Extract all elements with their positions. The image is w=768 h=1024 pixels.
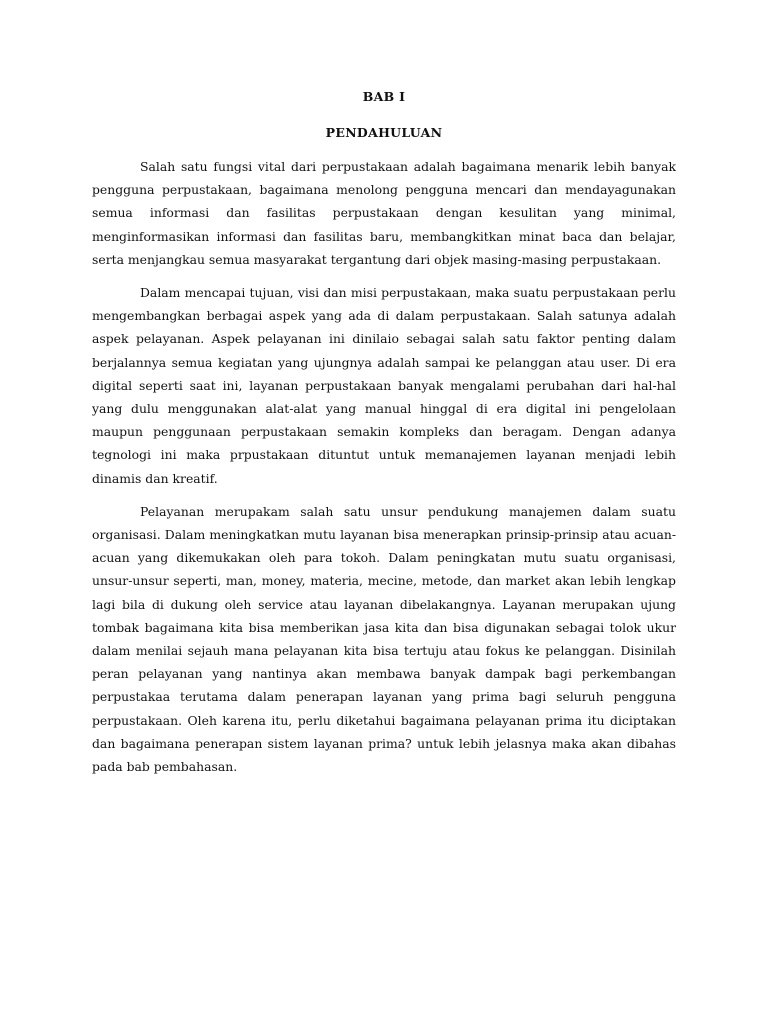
paragraph-3: Pelayanan merupakam salah satu unsur pendukung manajemen dalam suatu organisasi. Dalam meningkatkan mutu layanan bisa menerapkan prinsip-prinsip atau acuan-acuan yang dikemukakan oleh para tokoh. Dalam peningkatan mutu suatu organisasi, unsur-unsur seperti, man, money, materia, mecine, metode, dan market akan lebih lengkap lagi bila di dukung oleh service atau layanan dibelakangnya. Layanan merupakan ujung tombak bagaimana kita bisa memberikan jasa kita dan bisa digunakan sebagai tolok ukur dalam menilai sejauh mana pelayanan kita bisa tertuju atau fokus ke pelanggan. Disinilah peran pelayanan yang nantinya akan membawa banyak dampak bagi perkembangan perpustakaa terutama dalam penerapan layanan yang prima bagi seluruh pengguna perpustakaan. Oleh karena itu, perlu diketahui bagaimana pelayanan prima itu diciptakan dan bagaimana penerapan sistem layanan prima? untuk lebih jelasnya maka akan dibahas pada bab pembahasan. xyxy=(92,503,676,775)
paragraph-2: Dalam mencapai tujuan, visi dan misi perpustakaan, maka suatu perpustakaan perlu mengembangkan berbagai aspek yang ada di dalam perpustakaan. Salah satunya adalah aspek pelayanan. Aspek pelayanan ini dinilaio sebagai salah satu faktor penting dalam berjalannya semua kegiatan yang ujungnya adalah sampai ke pelanggan atau user. Di era digital seperti saat ini, layanan perpustakaan banyak mengalami perubahan dari hal-hal yang dulu menggunakan alat-alat yang manual hinggal di era digital ini pengelolaan maupun penggunaan perpustakaan semakin kompleks dan beragam. Dengan adanya tegnologi ini maka prpustakaan dituntut untuk memanajemen layanan menjadi lebih dinamis dan kreatif. xyxy=(92,285,676,486)
paragraph-1: Salah satu fungsi vital dari perpustakaan adalah bagaimana menarik lebih banyak pengguna perpustakaan, bagaimana menolong pengguna mencari dan mendayagunakan semua informasi dan fasilitas perpustakaan dengan kesulitan yang minimal, menginformasikan informasi dan fasilitas baru, membangkitkan minat baca dan belajar, serta menjangkau semua masyarakat tergantung dari objek masing-masing perpustakaan. xyxy=(92,159,676,267)
chapter-title: PENDAHULUAN xyxy=(325,125,443,140)
chapter-heading: BAB I xyxy=(362,89,406,104)
